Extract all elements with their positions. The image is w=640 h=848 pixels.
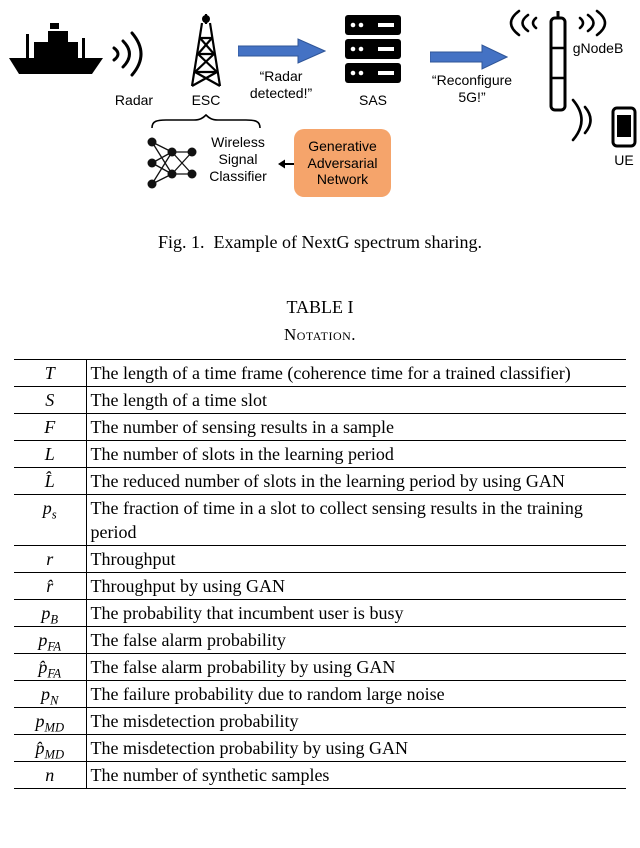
- table-row: [14, 762, 626, 789]
- symbol-cell: L̂: [14, 468, 86, 495]
- description-cell: The misdetection probability by using GAN: [86, 735, 626, 762]
- table-row: [14, 600, 626, 627]
- table-row: [14, 573, 626, 600]
- figure-caption: [0, 232, 640, 253]
- description-cell: The failure probability due to random large noise: [86, 681, 626, 708]
- symbol-cell: $p̂_{FA}$: [14, 654, 86, 681]
- table-row: [14, 627, 626, 654]
- table-row: [14, 546, 626, 573]
- description-cell: The length of a time slot: [86, 387, 626, 414]
- esc-tower-icon: [184, 12, 228, 88]
- symbol-cell: $p_{FA}$: [14, 627, 86, 654]
- table-row: [14, 681, 626, 708]
- arrow-shape: [238, 39, 325, 63]
- description-cell: The number of slots in the learning period: [86, 441, 626, 468]
- table-row: [14, 708, 626, 735]
- description-cell: Throughput by using GAN: [86, 573, 626, 600]
- gan-box: Generative Adversarial Network: [294, 129, 391, 197]
- radio-waves-icon: [110, 28, 158, 80]
- symbol-cell: r: [14, 546, 86, 573]
- gnodeb-antenna-icon: [495, 8, 640, 176]
- description-cell: The number of synthetic samples: [86, 762, 626, 789]
- server-stack-icon: [344, 14, 402, 86]
- symbol-cell: n: [14, 762, 86, 789]
- description-cell: Throughput: [86, 546, 626, 573]
- gnodeb-label: gNodeB: [572, 40, 624, 56]
- table-row: [14, 441, 626, 468]
- neural-network-icon: [146, 132, 198, 194]
- symbol-cell: $p_N$: [14, 681, 86, 708]
- table-row: [14, 495, 626, 546]
- symbol-cell: $p̂_{MD}$: [14, 735, 86, 762]
- description-cell: The false alarm probability by using GAN: [86, 654, 626, 681]
- arrow-left-icon: [278, 158, 294, 170]
- description-cell: The number of sensing results in a sample: [86, 414, 626, 441]
- table-title: TABLE I: [286, 297, 354, 317]
- ue-label: UE: [614, 152, 634, 168]
- radar-detected-label: “Radar detected!”: [249, 68, 313, 102]
- notation-table: [14, 359, 626, 789]
- ship-icon: [6, 18, 106, 76]
- symbol-cell: $p_{MD}$: [14, 708, 86, 735]
- brace-icon: [150, 114, 262, 130]
- ue-phone-icon: [613, 108, 635, 146]
- esc-label: ESC: [191, 92, 221, 108]
- symbol-cell: S: [14, 387, 86, 414]
- table-row: [14, 468, 626, 495]
- description-cell: The length of a time frame (coherence time for a trained classifier): [86, 360, 626, 387]
- table-row: [14, 387, 626, 414]
- description-cell: The misdetection probability: [86, 708, 626, 735]
- description-cell: The probability that incumbent user is busy: [86, 600, 626, 627]
- symbol-cell: $p_B$: [14, 600, 86, 627]
- spectrum-sharing-diagram: [0, 8, 640, 210]
- reconfigure-5g-label: “Reconfigure 5G!”: [431, 72, 513, 106]
- table-row: [14, 360, 626, 387]
- description-cell: The reduced number of slots in the learning period by using GAN: [86, 468, 626, 495]
- symbol-cell: r̂: [14, 573, 86, 600]
- sas-label: SAS: [358, 92, 387, 108]
- arrow-right-icon: [238, 38, 326, 64]
- symbol-cell: T: [14, 360, 86, 387]
- figure-caption-label: Fig. 1.: [158, 232, 205, 252]
- description-cell: The fraction of time in a slot to collect sensing results in the training period: [86, 495, 626, 546]
- table-row: [14, 735, 626, 762]
- table-row: [14, 654, 626, 681]
- symbol-cell: $p_s$: [14, 495, 86, 546]
- symbol-cell: F: [14, 414, 86, 441]
- figure-caption-text: Example of NextG spectrum sharing.: [213, 232, 482, 252]
- table-row: [14, 414, 626, 441]
- classifier-label: Wireless Signal Classifier: [209, 134, 267, 185]
- symbol-cell: L: [14, 441, 86, 468]
- description-cell: The false alarm probability: [86, 627, 626, 654]
- radar-label: Radar: [114, 92, 154, 108]
- table-subtitle: Notation.: [283, 325, 357, 344]
